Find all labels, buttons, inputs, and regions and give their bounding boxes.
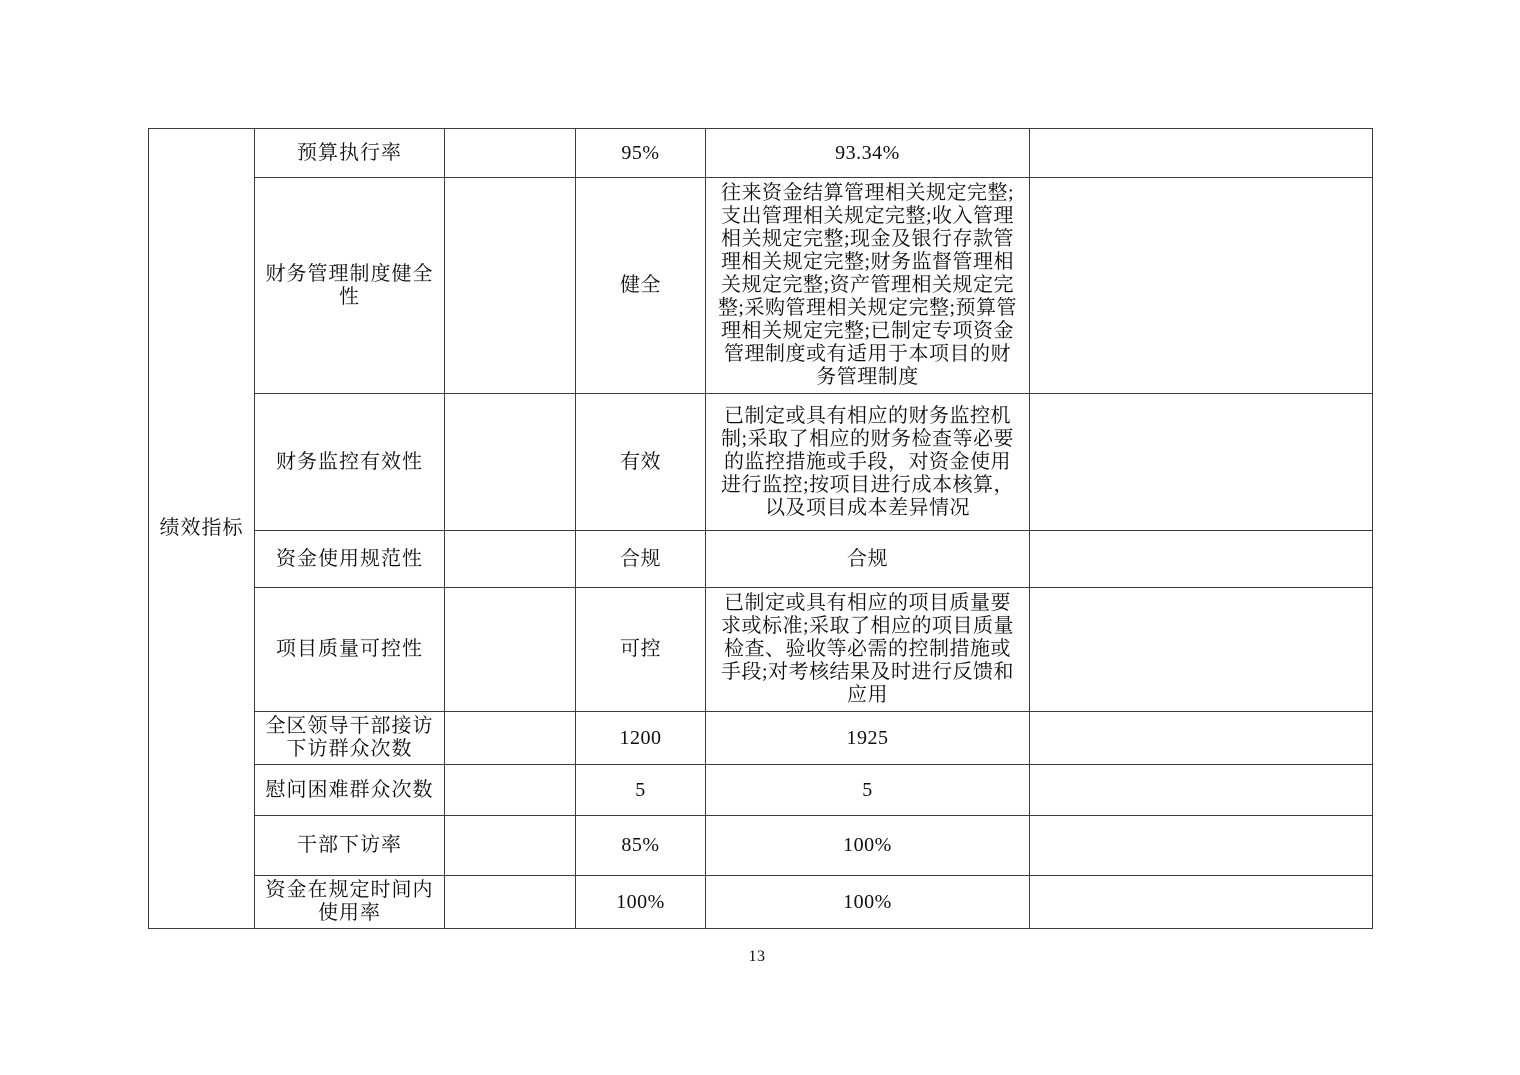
indicator-name-cell: 资金使用规范性 xyxy=(255,531,445,588)
table-row xyxy=(149,394,1373,531)
blank-cell xyxy=(1030,876,1373,929)
target-value-cell: 100% xyxy=(576,876,706,929)
indicator-name-cell: 预算执行率 xyxy=(255,129,445,178)
blank-cell xyxy=(445,765,576,816)
blank-cell xyxy=(1030,588,1373,712)
blank-cell xyxy=(1030,531,1373,588)
indicator-name-cell: 财务监控有效性 xyxy=(255,394,445,531)
blank-cell xyxy=(445,178,576,394)
target-value-cell: 健全 xyxy=(576,178,706,394)
actual-value-cell: 已制定或具有相应的财务监控机制;采取了相应的财务检查等必要的监控措施或手段，对资金使用进行监控;按项目进行成本核算，以及项目成本差异情况 xyxy=(706,394,1030,531)
table-row xyxy=(149,816,1373,876)
actual-value-cell: 100% xyxy=(706,876,1030,929)
target-value-cell: 有效 xyxy=(576,394,706,531)
target-value-cell: 85% xyxy=(576,816,706,876)
blank-cell xyxy=(445,876,576,929)
actual-value-cell: 93.34% xyxy=(706,129,1030,178)
blank-cell xyxy=(1030,178,1373,394)
actual-value-cell: 已制定或具有相应的项目质量要求或标准;采取了相应的项目质量检查、验收等必需的控制措施或手段;对考核结果及时进行反馈和应用 xyxy=(706,588,1030,712)
target-value-cell: 5 xyxy=(576,765,706,816)
blank-cell xyxy=(445,531,576,588)
indicator-name-cell: 项目质量可控性 xyxy=(255,588,445,712)
blank-cell xyxy=(1030,129,1373,178)
table-row xyxy=(149,178,1373,394)
actual-value-cell: 往来资金结算管理相关规定完整;支出管理相关规定完整;收入管理相关规定完整;现金及银行存款管理相关规定完整;财务监督管理相关规定完整;资产管理相关规定完整;采购管理相关规定完整;预算管理相关规定完整;已制定专项资金管理制度或有适用于本项目的财务管理制度 xyxy=(706,178,1030,394)
actual-value-cell: 1925 xyxy=(706,712,1030,765)
indicator-name-cell: 财务管理制度健全性 xyxy=(255,178,445,394)
indicator-name-cell: 干部下访率 xyxy=(255,816,445,876)
indicator-name-cell: 全区领导干部接访下访群众次数 xyxy=(255,712,445,765)
blank-cell xyxy=(445,816,576,876)
target-value-cell: 合规 xyxy=(576,531,706,588)
blank-cell xyxy=(1030,816,1373,876)
table-row xyxy=(149,765,1373,816)
indicator-name-cell: 慰问困难群众次数 xyxy=(255,765,445,816)
blank-cell xyxy=(445,588,576,712)
page-number: 13 xyxy=(748,948,766,965)
blank-cell xyxy=(1030,765,1373,816)
blank-cell xyxy=(445,394,576,531)
table-row xyxy=(149,129,1373,178)
table-row xyxy=(149,876,1373,929)
table-row xyxy=(149,531,1373,588)
blank-cell xyxy=(1030,394,1373,531)
blank-cell xyxy=(445,712,576,765)
blank-cell xyxy=(445,129,576,178)
actual-value-cell: 100% xyxy=(706,816,1030,876)
target-value-cell: 1200 xyxy=(576,712,706,765)
target-value-cell: 95% xyxy=(576,129,706,178)
blank-cell xyxy=(1030,712,1373,765)
table-row xyxy=(149,588,1373,712)
indicator-name-cell: 资金在规定时间内使用率 xyxy=(255,876,445,929)
indicator-group-label: 绩效指标 xyxy=(149,129,255,929)
target-value-cell: 可控 xyxy=(576,588,706,712)
actual-value-cell: 合规 xyxy=(706,531,1030,588)
performance-indicator-table xyxy=(148,128,1373,929)
actual-value-cell: 5 xyxy=(706,765,1030,816)
table-row xyxy=(149,712,1373,765)
